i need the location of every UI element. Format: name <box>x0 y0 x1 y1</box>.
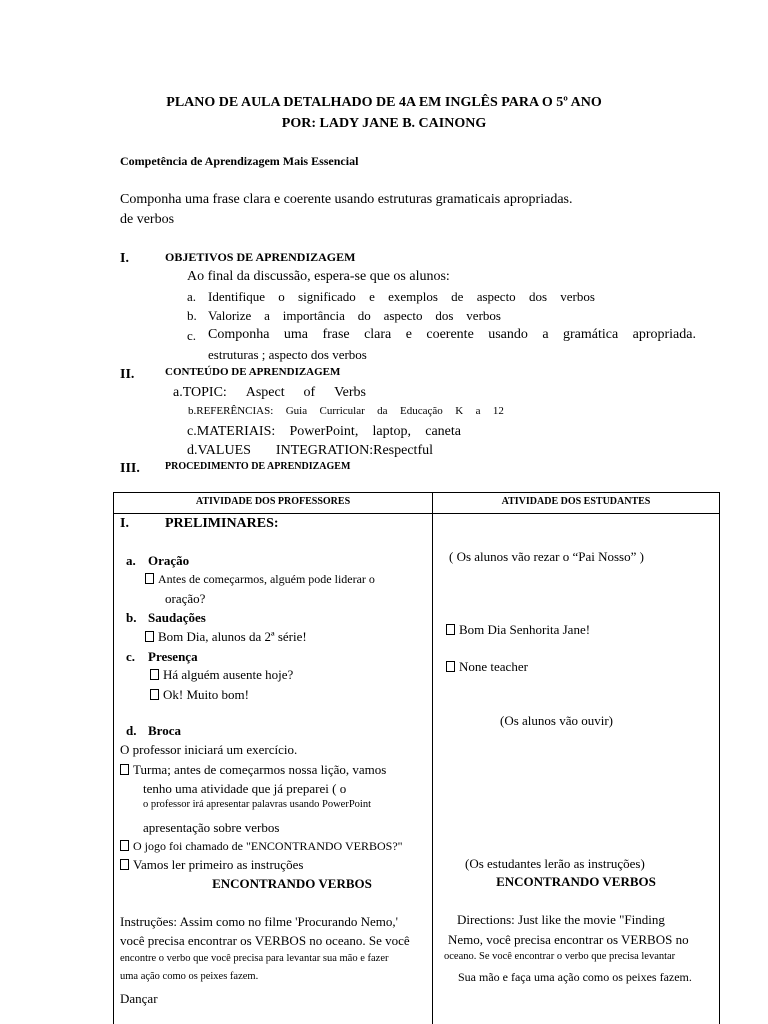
prayer-line: Antes de começarmos, alguém pode liderar o <box>145 572 375 587</box>
instructions-line: uma ação como os peixes fazem. <box>120 971 259 982</box>
student-response: None teacher <box>446 659 528 675</box>
directions-line: oceano. Se você encontrar o verbo que precisa levantar <box>444 951 676 962</box>
objective-marker: c. <box>187 328 197 343</box>
instructions-line: você precisa encontrar os VERBOS no oceano. Se você <box>120 933 410 948</box>
objective-item: Identifique o significado e exemplos de aspecto dos verbos <box>208 289 595 304</box>
directions-line: Directions: Just like the movie "Finding <box>457 912 665 927</box>
attendance-line: Ok! Muito bom! <box>150 687 249 703</box>
drill-line: O jogo foi chamado de "ENCONTRANDO VERBOS?" <box>120 839 403 854</box>
bullet-symbol-icon <box>120 840 129 851</box>
section-heading-content: CONTEÚDO DE APRENDIZAGEM <box>165 366 341 378</box>
objective-item-cont: estruturas ; aspecto dos verbos <box>208 347 367 362</box>
preliminaries-heading: PRELIMINARES: <box>165 516 279 531</box>
objective-item: Valorize a importância do aspecto dos verbos <box>208 308 501 323</box>
column-header-students: ATIVIDADE DOS ESTUDANTES <box>501 496 651 507</box>
directions-line: Nemo, você precisa encontrar os VERBOS no <box>448 932 689 947</box>
bullet-symbol-icon <box>446 661 455 672</box>
item-marker: d. <box>126 723 137 738</box>
prayer-heading: Oração <box>148 553 190 568</box>
drill-line: apresentação sobre verbos <box>143 820 280 835</box>
attendance-line: Há alguém ausente hoje? <box>150 667 293 683</box>
preliminaries-numeral: I. <box>120 516 129 531</box>
student-response: (Os estudantes lerão as instruções) <box>465 856 645 871</box>
column-header-teacher: ATIVIDADE DOS PROFESSORES <box>195 496 351 507</box>
instructions-line: Dançar <box>120 991 158 1006</box>
bullet-symbol-icon <box>120 859 129 870</box>
drill-line: O professor iniciará um exercício. <box>120 742 298 757</box>
item-marker: b. <box>126 610 137 625</box>
content-topic: a.TOPIC: Aspect of Verbs <box>173 385 366 400</box>
prayer-line-cont: oração? <box>165 591 206 606</box>
content-references: b.REFERÊNCIAS: Guia Curricular da Educação K a 12 <box>188 405 504 417</box>
drill-line: tenho uma atividade que já preparei ( o <box>143 781 347 796</box>
competency-text: Componha uma frase clara e coerente usando estruturas gramaticais apropriadas. <box>120 192 573 207</box>
bullet-symbol-icon <box>150 669 159 680</box>
greetings-heading: Saudações <box>148 610 206 625</box>
instructions-line: encontre o verbo que você precisa para levantar sua mão e fazer <box>120 953 389 964</box>
section-heading-objectives: OBJETIVOS DE APRENDIZAGEM <box>165 250 356 264</box>
drill-line: o professor irá apresentar palavras usando PowerPoint <box>143 799 372 810</box>
document-author: POR: LADY JANE B. CAINONG <box>281 116 487 131</box>
item-marker: c. <box>126 649 136 664</box>
section-heading-procedure: PROCEDIMENTO DE APRENDIZAGEM <box>165 461 351 472</box>
bullet-symbol-icon <box>150 689 159 700</box>
student-response: Bom Dia Senhorita Jane! <box>446 622 590 638</box>
objective-marker: b. <box>187 308 197 323</box>
competency-label: Competência de Aprendizagem Mais Essencial <box>120 154 359 168</box>
game-title: ENCONTRANDO VERBOS <box>212 876 372 891</box>
content-materials: c.MATERIAIS: PowerPoint, laptop, caneta <box>187 424 461 439</box>
greetings-line: Bom Dia, alunos da 2ª série! <box>145 629 307 645</box>
bullet-symbol-icon <box>446 624 455 635</box>
section-numeral-2: II. <box>120 367 135 382</box>
drill-line: Turma; antes de começarmos nossa lição, vamos <box>120 762 386 778</box>
content-values: d.VALUES INTEGRATION:Respectful <box>187 443 433 458</box>
objectives-intro: Ao final da discussão, espera-se que os alunos: <box>187 269 450 284</box>
section-numeral-3: III. <box>120 461 140 476</box>
student-response: (Os alunos vão ouvir) <box>500 713 614 728</box>
competency-text-cont: de verbos <box>120 212 175 227</box>
item-marker: a. <box>126 553 136 568</box>
section-numeral-1: I. <box>120 251 129 266</box>
document-title: PLANO DE AULA DETALHADO DE 4A EM INGLÊS PARA O 5º ANO <box>166 95 602 110</box>
directions-line: Sua mão e faça uma ação como os peixes fazem. <box>458 970 692 984</box>
bullet-symbol-icon <box>145 631 154 642</box>
student-response: ( Os alunos vão rezar o “Pai Nosso” ) <box>449 549 644 564</box>
bullet-symbol-icon <box>120 764 129 775</box>
attendance-heading: Presença <box>148 649 198 664</box>
drill-line: Vamos ler primeiro as instruções <box>120 857 303 873</box>
objective-marker: a. <box>187 289 197 304</box>
bullet-symbol-icon <box>145 573 154 584</box>
objective-item: Componha uma frase clara e coerente usando a gramática apropriada. <box>208 327 696 342</box>
instructions-line: Instruções: Assim como no filme 'Procurando Nemo,' <box>120 914 399 929</box>
student-game-title: ENCONTRANDO VERBOS <box>496 874 656 889</box>
drill-heading: Broca <box>148 723 181 738</box>
